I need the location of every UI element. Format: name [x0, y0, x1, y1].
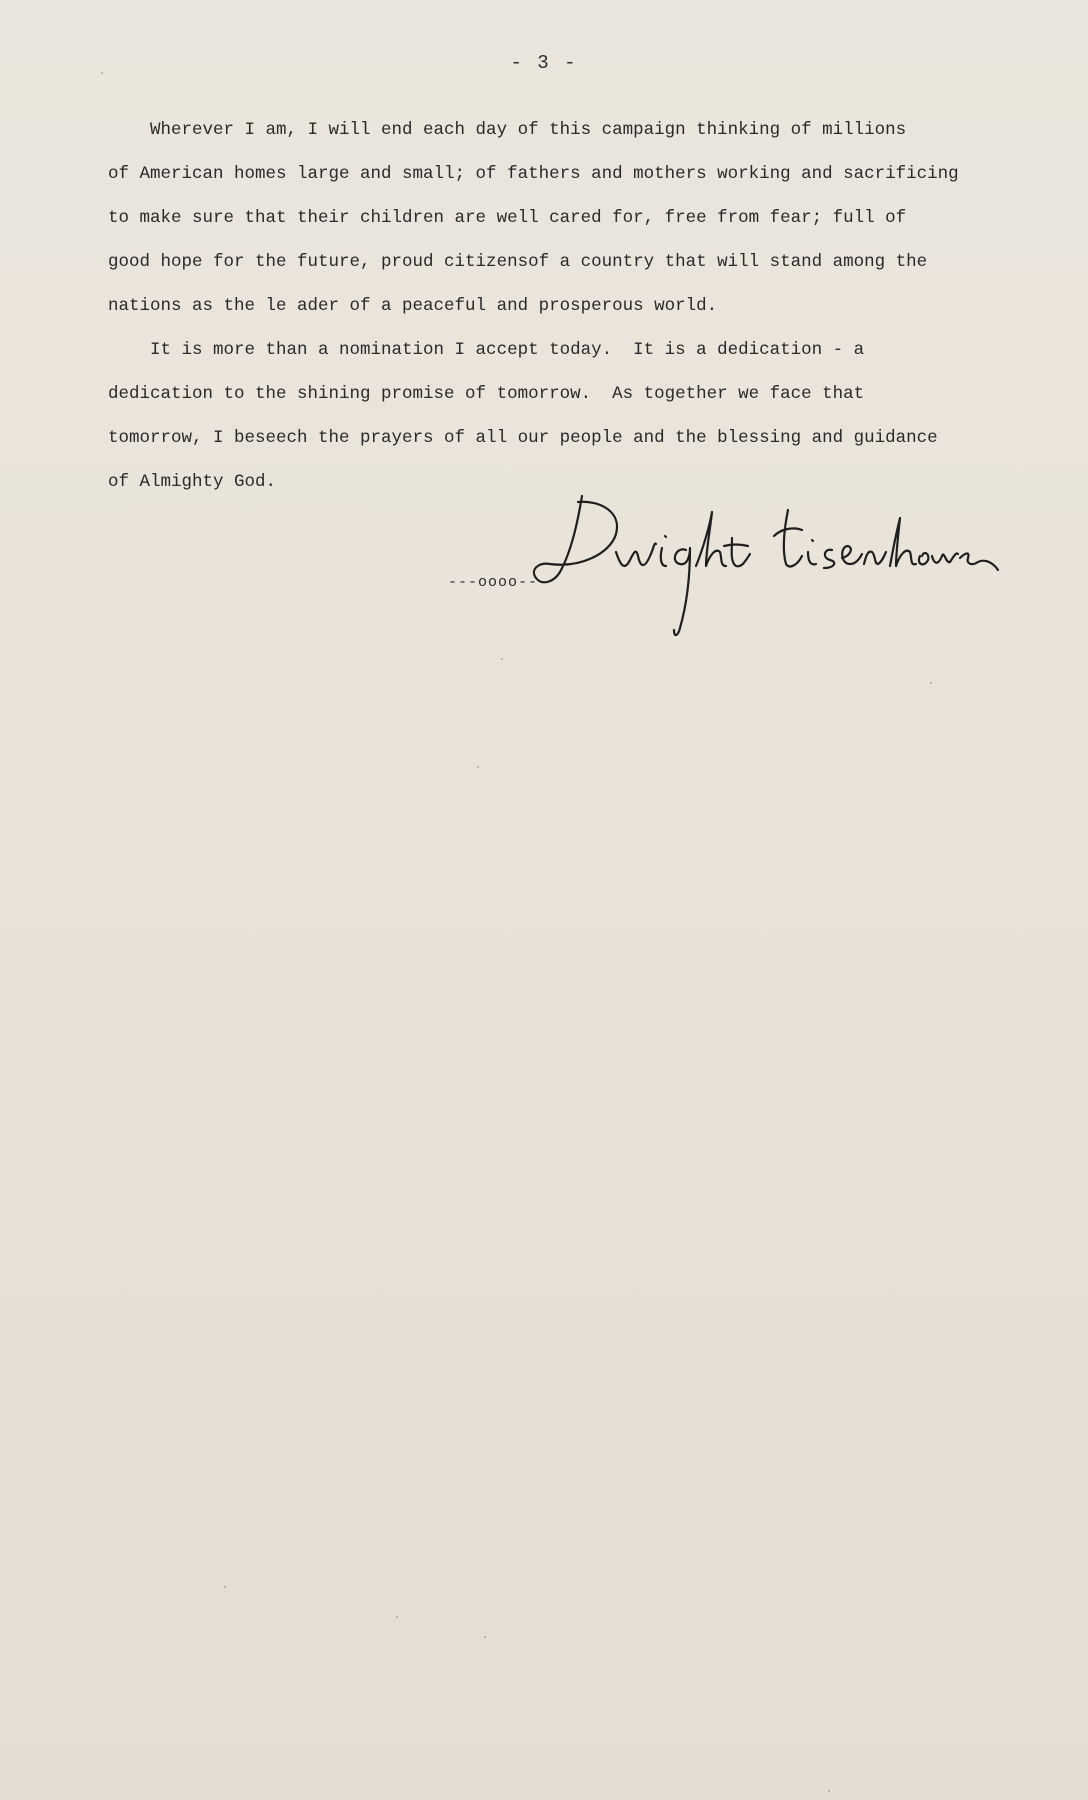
paragraph-1-line-1: Wherever I am, I will end each day of this campaign thinking of millions [108, 120, 907, 140]
closing-mark: ---oooo--- [448, 574, 549, 591]
paper-speck [501, 658, 503, 660]
paper-speck [477, 766, 479, 768]
paragraph-2-line-3: tomorrow, I beseech the prayers of all our people and the blessing and guidance [108, 428, 938, 448]
paper-speck [930, 682, 932, 684]
paper-speck [484, 1636, 486, 1638]
paragraph-1-line-2: of American homes large and small; of fathers and mothers working and sacrificing [108, 164, 959, 184]
paragraph-1-line-3: to make sure that their children are well cared for, free from fear; full of [108, 208, 907, 228]
paragraph-2-line-2: dedication to the shining promise of tomorrow. As together we face that [108, 384, 865, 404]
paper-speck [396, 1616, 398, 1618]
paragraph-2-line-1: It is more than a nomination I accept today. It is a dedication - a [108, 340, 865, 360]
paper-speck [101, 72, 103, 74]
paragraph-2-line-4: of Almighty God. [108, 472, 277, 492]
paragraph-1-line-4: good hope for the future, proud citizensof a country that will stand among the [108, 252, 928, 272]
paragraph-1-line-5: nations as the le ader of a peaceful and prosperous world. [108, 296, 718, 316]
signature-image [520, 490, 1000, 640]
paper-speck [224, 1586, 226, 1588]
paper-speck [828, 1790, 830, 1792]
page-number: - 3 - [510, 52, 578, 74]
letter-body [108, 108, 1008, 504]
